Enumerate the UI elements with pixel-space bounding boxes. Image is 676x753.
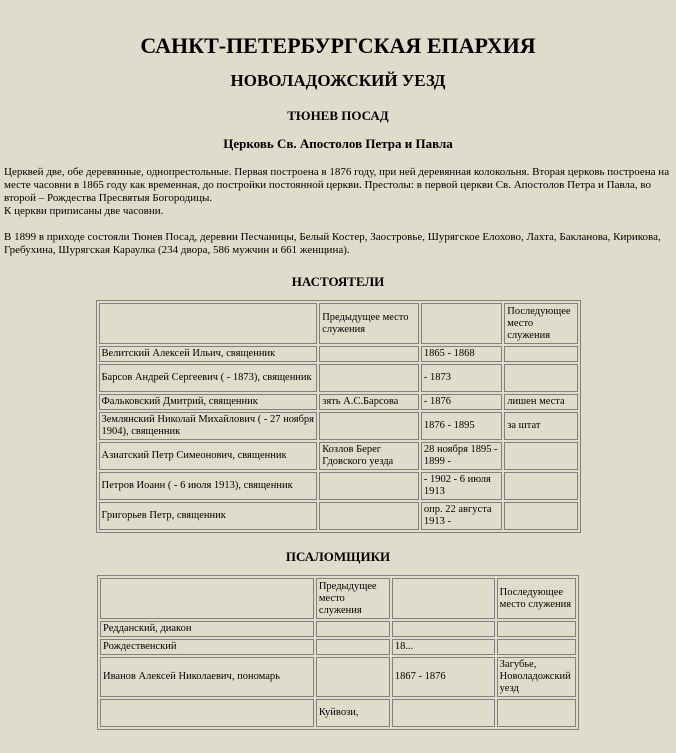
table-cell: зять А.С.Барсова (319, 394, 419, 410)
table-row (99, 364, 578, 392)
parish-population: В 1899 в приходе состояли Тюнев Посад, деревни Песчаницы, Белый Костер, Заостровье, Шурягское Елохово, Лахта, Бакланова, Кирикова, Гребухина, Шурягская Караулка (234 двора, 586 мужчин и 661 женщина). (4, 231, 661, 256)
header-cell (100, 578, 314, 619)
table-cell: 18... (392, 639, 495, 655)
header-cell (421, 303, 502, 344)
table-row (99, 502, 578, 530)
psalmists-header-row (100, 578, 576, 619)
table-row (100, 639, 576, 655)
rectors-heading: НАСТОЯТЕЛИ (291, 274, 385, 289)
table-cell (497, 621, 576, 637)
chapels-note: К церкви приписаны две часовни. (4, 205, 164, 217)
table-cell: Фальковский Дмитрий, священник (99, 394, 318, 410)
header-cell (99, 303, 318, 344)
table-cell (319, 346, 419, 362)
table-cell (497, 639, 576, 655)
settlement-heading: ТЮНЕВ ПОСАД (287, 108, 389, 123)
table-cell (319, 502, 419, 530)
psalmists-heading: ПСАЛОМЩИКИ (285, 549, 391, 564)
district-heading: НОВОЛАДОЖСКИЙ УЕЗД (230, 71, 446, 90)
table-row (100, 657, 576, 697)
table-cell: Григорьев Петр, священник (99, 502, 318, 530)
table-cell: Куйвози, (316, 699, 390, 727)
table-cell: Барсов Андрей Сергеевич ( - 1873), священник (99, 364, 318, 392)
table-row (100, 621, 576, 637)
table-cell (504, 502, 577, 530)
table-cell: Велитский Алексей Ильич, священник (99, 346, 318, 362)
table-row (100, 699, 576, 727)
table-cell: Иванов Алексей Николаевич, пономарь (100, 657, 314, 697)
table-cell (316, 639, 390, 655)
table-cell: Редданский, диакон (100, 621, 314, 637)
header-cell (392, 578, 495, 619)
table-cell (319, 472, 419, 500)
table-cell (319, 412, 419, 440)
table-cell (504, 442, 577, 470)
church-description: Церквей две, обе деревянные, однопрестольные. Первая построена в 1876 году, при ней деревянная колокольня. Вторая церковь построена на месте часовни в 1865 году как временная, до постройки постоянной церкви. Престолы: в первой церкви Св. Апостолов Петра и Павла, во второй – Рождества Пресвятыя Богородицы. (4, 166, 670, 204)
table-row (99, 346, 578, 362)
table-cell: опр. 22 августа 1913 - (421, 502, 502, 530)
table-cell (504, 472, 577, 500)
psalmists-table (97, 575, 579, 730)
document-page (0, 33, 676, 730)
table-cell (319, 364, 419, 392)
table-cell: 1865 - 1868 (421, 346, 502, 362)
table-cell: Азиатский Петр Симеонович, священник (99, 442, 318, 470)
table-cell (100, 699, 314, 727)
table-cell (392, 699, 495, 727)
table-row (99, 442, 578, 470)
table-cell: Петров Иоанн ( - 6 июля 1913), священник (99, 472, 318, 500)
table-cell: 28 ноября 1895 - 1899 - (421, 442, 502, 470)
table-cell: - 1902 - 6 июля 1913 (421, 472, 502, 500)
table-cell (504, 364, 577, 392)
table-cell (497, 699, 576, 727)
table-cell (316, 657, 390, 697)
header-cell: Предыдущее место служения (319, 303, 419, 344)
header-cell: Последующее место служения (497, 578, 576, 619)
rectors-table (96, 300, 581, 533)
table-cell: Козлов Берег Гдовского уезда (319, 442, 419, 470)
table-row (99, 472, 578, 500)
table-row (99, 412, 578, 440)
table-cell (504, 346, 577, 362)
table-cell (392, 621, 495, 637)
table-cell: 1876 - 1895 (421, 412, 502, 440)
page-title: САНКТ-ПЕТЕРБУРГСКАЯ ЕПАРХИЯ (140, 33, 536, 58)
table-cell: - 1873 (421, 364, 502, 392)
table-cell: за штат (504, 412, 577, 440)
table-cell (316, 621, 390, 637)
rectors-header-row (99, 303, 578, 344)
table-cell: - 1876 (421, 394, 502, 410)
table-row (99, 394, 578, 410)
table-cell: 1867 - 1876 (392, 657, 495, 697)
table-cell: лишен места (504, 394, 577, 410)
church-heading: Церковь Св. Апостолов Петра и Павла (223, 136, 453, 151)
table-cell: Землянский Николай Михайлович ( - 27 ноября 1904), священник (99, 412, 318, 440)
header-cell: Последующее место служения (504, 303, 577, 344)
table-cell: Рождественский (100, 639, 314, 655)
table-cell: Загубье, Новоладожский уезд (497, 657, 576, 697)
header-cell: Предыдущее место служения (316, 578, 390, 619)
